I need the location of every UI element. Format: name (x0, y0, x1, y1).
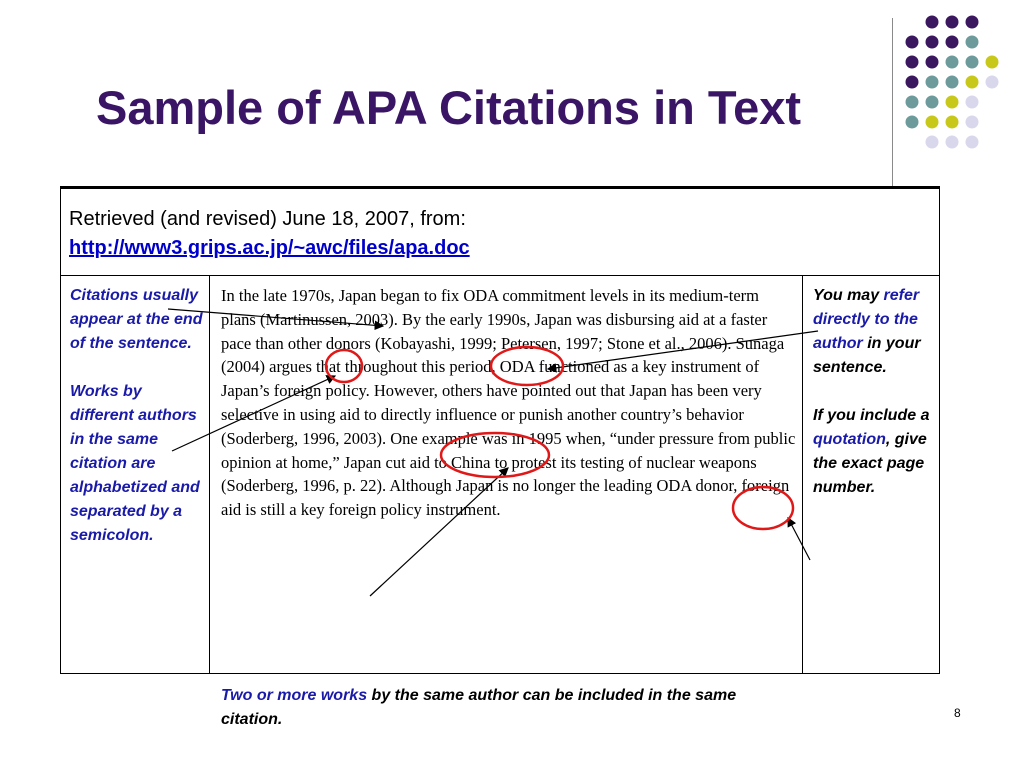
decorative-dot (926, 36, 939, 49)
decorative-dot (946, 56, 959, 69)
left-notes-cell (60, 275, 210, 674)
note-text: You may (813, 287, 884, 304)
note-rest: by the same author can be included in the same citation. (221, 687, 737, 728)
decorative-dot (906, 76, 919, 89)
decorative-dot (926, 136, 939, 149)
passage-cell (209, 275, 803, 728)
decorative-dot (966, 76, 979, 89)
note-quotation (813, 404, 939, 500)
citation-table (60, 186, 940, 728)
decorative-dot (946, 76, 959, 89)
decorative-dot (926, 96, 939, 109)
decorative-dot (946, 16, 959, 29)
decorative-dot (986, 76, 999, 89)
decorative-dot (926, 56, 939, 69)
note-same-author (221, 684, 791, 732)
note-text: If you include a (813, 407, 930, 424)
note-text: , give the exact page number. (813, 431, 927, 496)
decorative-dot (966, 16, 979, 29)
decorative-dot (926, 116, 939, 129)
decorative-dot (946, 116, 959, 129)
note-text: in your sentence. (813, 335, 921, 376)
right-notes-cell (802, 275, 940, 674)
note-refer-author (813, 284, 939, 380)
source-link[interactable]: http://www3.grips.ac.jp/~awc/files/apa.doc (69, 237, 470, 259)
decorative-dot (986, 56, 999, 69)
decorative-dot (926, 16, 939, 29)
sample-passage: In the late 1970s, Japan began to fix ODA commitment levels in its medium-term plans (Martinussen, 2003). By the early 1990s, Japan was disbursing aid at a faster pace than other donors (Kobayashi, 1999; Petersen, 1997; Stone et al., 2006). Sunaga (2004) argues that throughout this period, ODA functioned as a key instrument of Japan’s foreign policy. However, others have pointed out that Japan has been very selective in using aid to directly influence or punish another country’s behavior (Soderberg, 1996, 2003). One example was in 1995 when, “under pressure from public opinion at home,” Japan cut aid to China to protest its testing of nuclear weapons (Soderberg, 1996, p. 22). Although Japan is no longer the leading ODA donor, foreign aid is still a key foreign policy instrument. (221, 286, 796, 520)
decorative-dot (926, 76, 939, 89)
note-alphabetized: Works by different authors in the same citation are alphabetized and separated by a semicolon. (70, 383, 200, 544)
decorative-dot (946, 96, 959, 109)
slide-title: Sample of APA Citations in Text (96, 81, 802, 134)
decorative-dot (906, 56, 919, 69)
decorative-dot (906, 96, 919, 109)
decorative-dot (946, 136, 959, 149)
decorative-dot (906, 36, 919, 49)
decorative-dot (966, 56, 979, 69)
note-highlight: refer directly to the author (813, 287, 920, 352)
decorative-dot (946, 36, 959, 49)
decorative-dot (966, 116, 979, 129)
decorative-dot-grid (0, 0, 1024, 180)
retrieved-text: Retrieved (and revised) June 18, 2007, from: (69, 208, 466, 230)
note-highlight: Two or more works (221, 687, 368, 704)
decorative-dot (966, 136, 979, 149)
note-highlight: quotation (813, 431, 886, 448)
source-cell (60, 188, 940, 276)
decorative-dot (966, 96, 979, 109)
slide-number: 8 (954, 706, 961, 720)
decorative-dot (966, 36, 979, 49)
note-sentence-end: Citations usually appear at the end of the sentence. (70, 287, 203, 352)
decorative-dot (906, 116, 919, 129)
